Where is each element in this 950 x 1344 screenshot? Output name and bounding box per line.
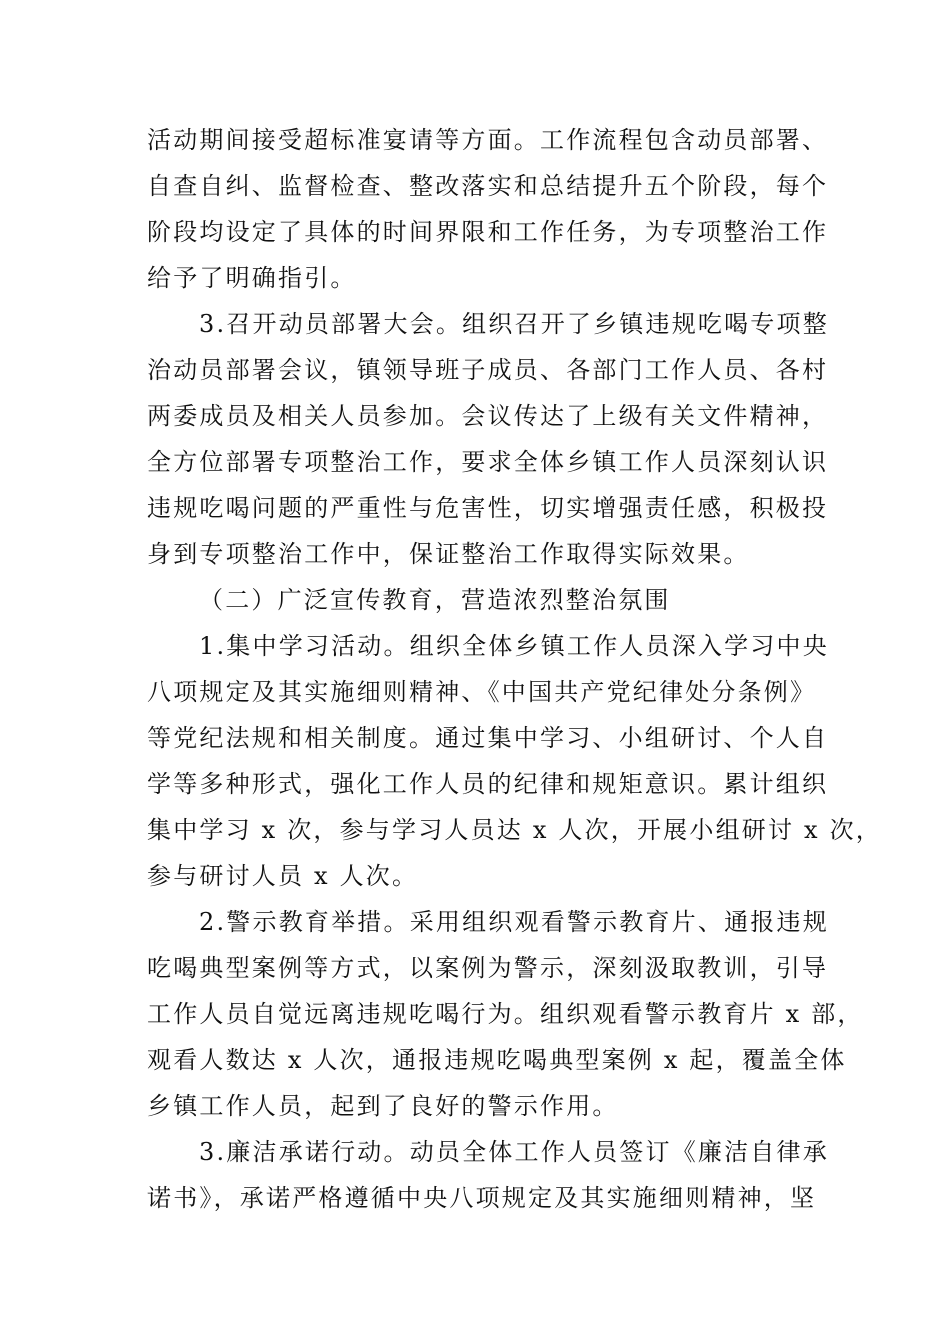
text-line: 工作人员自觉远离违规吃喝行为。组织观看警示教育片 x 部， (147, 1000, 864, 1028)
paragraph-continuation (147, 117, 829, 301)
text-line: 集中学习 x 次，参与学习人员达 x 人次，开展小组研讨 x 次， (147, 816, 882, 844)
text-line: 活动期间接受超标准宴请等方面。工作流程包含动员部署、 (147, 126, 829, 154)
text-line: 3.召开动员部署大会。组织召开了乡镇违规吃喝专项整 (199, 310, 829, 338)
paragraph-integrity-pledge (147, 1129, 829, 1221)
text-line: 2.警示教育举措。采用组织观看警示教育片、通报违规 (199, 908, 829, 936)
text-line: 身到专项整治工作中，保证整治工作取得实际效果。 (147, 540, 750, 568)
text-line: 全方位部署专项整治工作，要求全体乡镇工作人员深刻认识 (147, 448, 829, 476)
text-line: 乡镇工作人员，起到了良好的警示作用。 (147, 1092, 619, 1120)
text-line: 学等多种形式，强化工作人员的纪律和规矩意识。累计组织 (147, 770, 829, 798)
text-line: 3.廉洁承诺行动。动员全体工作人员签订《廉洁自律承 (199, 1138, 829, 1166)
text-line: 阶段均设定了具体的时间界限和工作任务，为专项整治工作 (147, 218, 829, 246)
text-line: 参与研讨人员 x 人次。 (147, 862, 419, 890)
paragraph-centralized-study (147, 623, 882, 899)
section-heading (147, 577, 807, 623)
text-line: 治动员部署会议，镇领导班子成员、各部门工作人员、各村 (147, 356, 829, 384)
text-line: 诺书》，承诺严格遵循中央八项规定及其实施细则精神，坚 (147, 1184, 817, 1212)
text-line: 吃喝典型案例等方式，以案例为警示，深刻汲取教训，引导 (147, 954, 829, 982)
text-line: 1.集中学习活动。组织全体乡镇工作人员深入学习中央 (199, 632, 829, 660)
text-line: 违规吃喝问题的严重性与危害性，切实增强责任感，积极投 (147, 494, 829, 522)
text-line: 两委成员及相关人员参加。会议传达了上级有关文件精神， (147, 402, 829, 430)
paragraph-mobilization-meeting (147, 301, 829, 577)
text-line: 观看人数达 x 人次，通报违规吃喝典型案例 x 起，覆盖全体 (147, 1046, 847, 1074)
text-line: 等党纪法规和相关制度。通过集中学习、小组研讨、个人自 (147, 724, 829, 752)
document-page (147, 117, 882, 1221)
text-line: 自查自纠、监督检查、整改落实和总结提升五个阶段，每个 (147, 172, 829, 200)
heading-line: （二）广泛宣传教育，营造浓烈整治氛围 (199, 586, 671, 614)
text-line: 给予了明确指引。 (147, 264, 357, 292)
paragraph-warning-education (147, 899, 864, 1129)
text-line: 八项规定及其实施细则精神、《中国共产党纪律处分条例》 (147, 678, 817, 706)
